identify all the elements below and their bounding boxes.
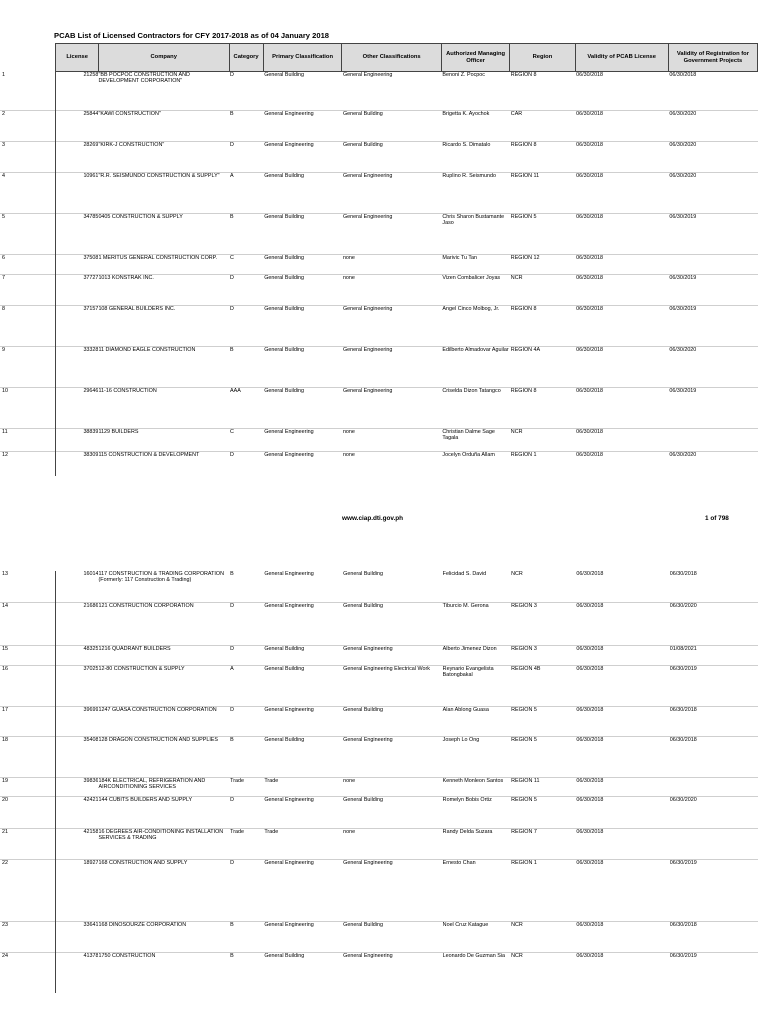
category-cell: D	[229, 452, 263, 476]
company-cell: 121 CONSTRUCTION CORPORATION	[98, 602, 229, 645]
license-cell: 25844	[56, 111, 98, 142]
primary-classification-cell: General Engineering	[263, 602, 342, 645]
category-cell: B	[229, 214, 263, 255]
other-classifications-cell: General Engineering	[342, 72, 393, 78]
category-cell: C	[229, 429, 263, 452]
other-classifications-cell: none	[342, 452, 441, 476]
row-number: 24	[0, 952, 56, 993]
company-cell: 168 CONSTRUCTION AND SUPPLY	[98, 859, 229, 921]
validity-registration-cell	[669, 828, 758, 859]
company-cell: 1216 QUADRANT BUILDERS	[98, 645, 229, 665]
table-row	[0, 388, 758, 429]
row-number: 15	[0, 645, 56, 665]
managing-officer-cell: Ernesto Chan	[442, 859, 510, 921]
row-number: 16	[0, 665, 56, 706]
other-classifications-cell: General Building	[342, 796, 442, 828]
category-cell: D	[229, 706, 263, 736]
region-cell: CAR	[510, 111, 575, 142]
primary-classification-cell: General Building	[263, 275, 342, 306]
region-cell: REGION 11	[510, 777, 575, 796]
company-cell: 1013 KONSTRAK INC.	[98, 275, 229, 306]
row-number: 11	[0, 429, 56, 452]
validity-registration-cell: 06/30/2020	[668, 347, 757, 388]
region-cell: REGION 5	[510, 736, 575, 777]
row-number: 2	[0, 111, 56, 142]
header-managing-officer: Authorized Managing Officer	[441, 44, 509, 72]
region-cell: NCR	[510, 952, 575, 993]
managing-officer-cell: Reynario Evangelista Batongbakal	[442, 665, 510, 706]
validity-registration-cell: 06/30/2019	[669, 859, 758, 921]
row-number: 23	[0, 921, 56, 952]
validity-license-cell: 06/30/2018	[575, 828, 668, 859]
validity-registration-cell	[669, 777, 758, 796]
row-number: 1	[0, 72, 56, 111]
license-cell: 34785	[56, 214, 98, 255]
category-cell: D	[230, 72, 234, 78]
company-cell: 0405 CONSTRUCTION & SUPPLY	[98, 214, 229, 255]
validity-license-cell: 06/30/2018	[576, 571, 604, 577]
region-cell: REGION 3	[510, 602, 575, 645]
validity-registration-cell: 06/30/2019	[668, 214, 757, 255]
managing-officer-cell: Benoni Z. Pocpoc	[442, 72, 485, 78]
other-classifications-cell: General Engineering	[342, 347, 441, 388]
row-number: 9	[0, 347, 56, 388]
validity-registration-cell: 06/30/2020	[669, 796, 758, 828]
validity-registration-cell: 06/30/2019	[668, 275, 757, 306]
license-cell: 41378	[56, 952, 99, 993]
row-number: 20	[0, 796, 56, 828]
region-cell: REGION 8	[510, 306, 575, 347]
validity-license-cell: 06/30/2018	[575, 306, 668, 347]
category-cell: B	[230, 571, 234, 577]
company-cell: 117 CONSTRUCTION & TRADING CORPORATION (Formerly: 117 Construction & Trading)	[98, 571, 224, 584]
license-cell: 38309	[56, 452, 98, 476]
other-classifications-cell: General Engineering	[342, 952, 442, 993]
managing-officer-cell: Noel Cruz Katague	[442, 921, 510, 952]
other-classifications-cell: General Building	[343, 571, 383, 577]
validity-registration-cell: 06/30/2018	[669, 706, 758, 736]
table-body	[0, 72, 758, 476]
company-cell: 184K ELECTRICAL, REFRIGERATION AND AIRCONDITIONING SERVICES	[98, 777, 229, 796]
managing-officer-cell: Brigetta K. Ayochok	[441, 111, 509, 142]
managing-officer-cell: Alan Ablong Guasa	[442, 706, 510, 736]
row-number: 4	[0, 173, 56, 214]
region-cell: REGION 8	[510, 72, 537, 78]
primary-classification-cell: General Building	[263, 388, 342, 429]
row-number: 13	[0, 571, 56, 602]
category-cell: D	[229, 645, 263, 665]
primary-classification-cell: General Building	[263, 306, 342, 347]
table-row	[0, 214, 758, 255]
row-number: 10	[0, 388, 56, 429]
license-cell: 48325	[56, 645, 99, 665]
table-row	[0, 952, 758, 993]
primary-classification-cell: General Building	[263, 665, 342, 706]
license-cell: 16014	[83, 571, 99, 577]
managing-officer-cell: Alberto Jimenez Dizon	[442, 645, 510, 665]
managing-officer-cell: Leonardo De Guzman Sia	[442, 952, 510, 993]
category-cell: B	[229, 347, 263, 388]
other-classifications-cell: General Building	[342, 706, 442, 736]
primary-classification-cell: General Building	[263, 255, 342, 275]
category-cell: A	[229, 173, 263, 214]
table-row	[0, 796, 758, 828]
primary-classification-cell: General Engineering	[263, 796, 342, 828]
header-region: Region	[510, 44, 575, 72]
company-cell: "R.R. SEISMUNDO CONSTRUCTION & SUPPLY"	[98, 173, 229, 214]
table-row	[0, 347, 758, 388]
region-cell: REGION 4B	[510, 665, 575, 706]
validity-license-cell: 06/30/2018	[575, 921, 668, 952]
company-cell: 11-16 CONSTRUCTION	[98, 388, 229, 429]
license-cell: 37727	[56, 275, 98, 306]
license-cell: 39699	[56, 706, 99, 736]
validity-license-cell: 06/30/2018	[575, 255, 668, 275]
header-company: Company	[98, 44, 229, 72]
row-number: 7	[0, 275, 56, 306]
table-row	[0, 429, 758, 452]
other-classifications-cell: General Engineering	[342, 388, 441, 429]
region-cell: REGION 4A	[510, 347, 575, 388]
region-cell: REGION 8	[510, 388, 575, 429]
managing-officer-cell: Tiburcio M. Gerona	[442, 602, 510, 645]
region-cell: NCR	[510, 429, 575, 452]
other-classifications-cell: General Building	[342, 111, 441, 142]
header-primary-classification: Primary Classification	[263, 44, 342, 72]
row-number: 17	[0, 706, 56, 736]
validity-registration-cell: 06/30/2020	[668, 452, 757, 476]
category-cell: D	[229, 142, 263, 173]
row-number: 19	[0, 777, 56, 796]
validity-license-cell: 06/30/2018	[575, 796, 668, 828]
category-cell: Trade	[229, 777, 263, 796]
license-cell: 35408	[56, 736, 99, 777]
license-cell: 37508	[56, 255, 98, 275]
validity-registration-cell: 06/30/2018	[669, 72, 697, 78]
table-row	[0, 859, 758, 921]
table-row	[0, 306, 758, 347]
validity-registration-cell: 06/30/2019	[669, 665, 758, 706]
primary-classification-cell: General Engineering	[263, 452, 342, 476]
table-row	[0, 255, 758, 275]
region-cell: REGION 5	[510, 214, 575, 255]
region-cell: REGION 11	[510, 173, 575, 214]
primary-classification-cell: General Engineering	[263, 706, 342, 736]
row-number: 14	[0, 602, 56, 645]
company-cell: 108 GENERAL BUILDERS INC.	[98, 306, 229, 347]
other-classifications-cell: General Building	[342, 921, 442, 952]
managing-officer-cell: Randy Delda Suzara	[442, 828, 510, 859]
primary-classification-cell: Trade	[263, 828, 342, 859]
managing-officer-cell: Chris Sharon Bustamante Jaso	[441, 214, 509, 255]
category-cell: D	[229, 275, 263, 306]
primary-classification-cell: General Engineering	[264, 571, 314, 577]
validity-license-cell: 06/30/2018	[575, 452, 668, 476]
validity-license-cell: 06/30/2018	[575, 645, 668, 665]
validity-registration-cell: 01/08/2021	[669, 645, 758, 665]
validity-registration-cell: 06/30/2020	[668, 111, 757, 142]
license-cell: 37025	[56, 665, 99, 706]
company-cell: 1 MERITUS GENERAL CONSTRUCTION CORP.	[98, 255, 229, 275]
managing-officer-cell: Kenneth Monleon Santos	[442, 777, 510, 796]
company-cell: 1129 BUILDERS	[98, 429, 229, 452]
validity-license-cell: 06/30/2018	[576, 72, 604, 78]
primary-classification-cell: Trade	[263, 777, 342, 796]
header-category: Category	[229, 44, 263, 72]
category-cell: B	[229, 736, 263, 777]
region-cell: REGION 7	[510, 828, 575, 859]
primary-classification-cell: General Engineering	[263, 859, 342, 921]
other-classifications-cell: none	[342, 275, 441, 306]
other-classifications-cell: none	[342, 429, 441, 452]
other-classifications-cell: General Engineering	[342, 306, 441, 347]
license-cell: 37157	[56, 306, 98, 347]
validity-license-cell: 06/30/2018	[575, 173, 668, 214]
license-cell: 39836	[56, 777, 99, 796]
managing-officer-cell: Ruplino R. Seismundo	[441, 173, 509, 214]
table-row	[0, 665, 758, 706]
table-row	[0, 72, 758, 111]
validity-license-cell: 06/30/2018	[575, 602, 668, 645]
primary-classification-cell: General Engineering	[263, 142, 342, 173]
validity-registration-cell: 06/30/2020	[668, 142, 757, 173]
license-cell: 33328	[56, 347, 98, 388]
region-cell: REGION 12	[510, 255, 575, 275]
validity-registration-cell: 06/30/2020	[668, 173, 757, 214]
other-classifications-cell: General Engineering	[342, 214, 441, 255]
validity-license-cell: 06/30/2018	[575, 214, 668, 255]
table-row	[0, 706, 758, 736]
company-cell: "KIRK-J CONSTRUCTION"	[98, 142, 229, 173]
region-cell: REGION 5	[510, 796, 575, 828]
managing-officer-cell: Felicidad S. David	[442, 571, 487, 577]
table-body	[0, 571, 758, 993]
primary-classification-cell: General Building	[263, 736, 342, 777]
region-cell: REGION 3	[510, 645, 575, 665]
row-number: 21	[0, 828, 56, 859]
table-row	[0, 777, 758, 796]
category-cell: Trade	[229, 828, 263, 859]
validity-license-cell: 06/30/2018	[575, 111, 668, 142]
header-license: License	[56, 44, 98, 72]
footer-url: www.ciap.dti.gov.ph	[342, 515, 404, 522]
validity-registration-cell: 06/30/2020	[669, 602, 758, 645]
managing-officer-cell: Ricardo S. Dimatalo	[441, 142, 509, 173]
validity-license-cell: 06/30/2018	[575, 275, 668, 306]
validity-registration-cell: 06/30/2018	[669, 571, 697, 577]
region-cell: REGION 8	[510, 142, 575, 173]
table-row	[0, 571, 758, 602]
table-row	[0, 142, 758, 173]
row-number: 3	[0, 142, 56, 173]
validity-registration-cell: 06/30/2019	[669, 952, 758, 993]
validity-license-cell: 06/30/2018	[575, 388, 668, 429]
table-row	[0, 602, 758, 645]
region-cell: REGION 1	[510, 452, 575, 476]
primary-classification-cell: General Building	[263, 347, 342, 388]
license-cell: 42158	[56, 828, 99, 859]
region-cell: REGION 5	[510, 706, 575, 736]
validity-registration-cell: 06/30/2018	[669, 921, 758, 952]
validity-license-cell: 06/30/2018	[575, 429, 668, 452]
other-classifications-cell: General Engineering	[342, 645, 442, 665]
managing-officer-cell: Criselda Dizon Tatangco	[441, 388, 509, 429]
table-row	[0, 452, 758, 476]
other-classifications-cell: none	[342, 828, 442, 859]
header-other-classifications: Other Classifications	[342, 44, 441, 72]
primary-classification-cell: General Building	[263, 952, 342, 993]
license-cell: 21686	[56, 602, 99, 645]
managing-officer-cell: Romelyn Bobis Ortiz	[442, 796, 510, 828]
category-cell: D	[229, 796, 263, 828]
category-cell: C	[229, 255, 263, 275]
managing-officer-cell: Joseph Lo Ong	[442, 736, 510, 777]
managing-officer-cell: Jocelyn Orduña Allam	[441, 452, 509, 476]
validity-license-cell: 06/30/2018	[575, 952, 668, 993]
category-cell: D	[229, 306, 263, 347]
other-classifications-cell: none	[342, 777, 442, 796]
category-cell: D	[229, 602, 263, 645]
row-number: 8	[0, 306, 56, 347]
validity-registration-cell: 06/30/2018	[669, 736, 758, 777]
category-cell: A	[229, 665, 263, 706]
other-classifications-cell: General Engineering Electrical Work	[342, 665, 442, 706]
document-page-2	[0, 540, 768, 1024]
category-cell: B	[229, 921, 263, 952]
validity-registration-cell	[668, 429, 757, 452]
table-row	[0, 173, 758, 214]
category-cell: B	[229, 111, 263, 142]
validity-registration-cell: 06/30/2019	[668, 306, 757, 347]
primary-classification-cell: General Building	[264, 72, 305, 78]
company-cell: 1247 GUASA CONSTRUCTION CORPORATION	[98, 706, 229, 736]
validity-license-cell: 06/30/2018	[575, 859, 668, 921]
validity-license-cell: 06/30/2018	[575, 777, 668, 796]
primary-classification-cell: General Building	[263, 645, 342, 665]
contractors-table-continued	[0, 571, 758, 993]
primary-classification-cell: General Engineering	[263, 429, 342, 452]
company-cell: "KAWI CONSTRUCTION"	[98, 111, 229, 142]
primary-classification-cell: General Engineering	[263, 921, 342, 952]
row-number: 6	[0, 255, 56, 275]
validity-registration-cell	[668, 255, 757, 275]
row-number: 18	[0, 736, 56, 777]
other-classifications-cell: General Engineering	[342, 859, 442, 921]
table-row	[0, 921, 758, 952]
company-cell: 115 CONSTRUCTION & DEVELOPMENT	[98, 452, 229, 476]
license-cell: 33641	[56, 921, 99, 952]
managing-officer-cell: Vizen Combalicer Joyas	[441, 275, 509, 306]
other-classifications-cell: General Building	[342, 142, 441, 173]
primary-classification-cell: General Engineering	[263, 111, 342, 142]
license-cell: 42421	[56, 796, 99, 828]
license-cell: 18927	[56, 859, 99, 921]
validity-license-cell: 06/30/2018	[575, 706, 668, 736]
document-title: PCAB List of Licensed Contractors for CFY 2017-2018 as of 04 January 2018	[54, 31, 330, 40]
company-cell: 1750 CONSTRUCTION	[98, 952, 229, 993]
validity-license-cell: 06/30/2018	[575, 347, 668, 388]
table-row	[0, 736, 758, 777]
license-cell: 38839	[56, 429, 98, 452]
other-classifications-cell: General Building	[342, 602, 442, 645]
company-cell: "BB POCPOC CONSTRUCTION AND DEVELOPMENT CORPORATION"	[98, 72, 190, 85]
managing-officer-cell: Christian Dalme Sage Tagala	[441, 429, 509, 452]
page-number: 1 of 798	[705, 515, 729, 522]
category-cell: AAA	[229, 388, 263, 429]
contractors-table	[0, 43, 758, 476]
header-validity-license: Validity of PCAB License	[575, 44, 668, 72]
other-classifications-cell: General Engineering	[342, 736, 442, 777]
other-classifications-cell: General Engineering	[342, 173, 441, 214]
region-cell: NCR	[510, 275, 575, 306]
license-cell: 10961	[56, 173, 98, 214]
company-cell: 11 DIAMOND EAGLE CONSTRUCTION	[98, 347, 229, 388]
table-header-row	[0, 44, 758, 72]
table-row	[0, 645, 758, 665]
primary-classification-cell: General Building	[263, 214, 342, 255]
table-row	[0, 111, 758, 142]
table-row	[0, 828, 758, 859]
validity-license-cell: 06/30/2018	[575, 736, 668, 777]
company-cell: 16 DEGREES AIR-CONDITIONING INSTALLATION SERVICES & TRADING	[98, 828, 229, 859]
other-classifications-cell: none	[342, 255, 441, 275]
license-cell: 29646	[56, 388, 98, 429]
row-number: 5	[0, 214, 56, 255]
managing-officer-cell: Edilberto Almadovar Aguilar	[441, 347, 509, 388]
row-number: 12	[0, 452, 56, 476]
primary-classification-cell: General Building	[263, 173, 342, 214]
validity-license-cell: 06/30/2018	[575, 665, 668, 706]
managing-officer-cell: Angel Cinco Molbog, Jr.	[441, 306, 509, 347]
managing-officer-cell: Marivic Tu Tan	[441, 255, 509, 275]
row-number: 22	[0, 859, 56, 921]
license-cell: 28269	[56, 142, 98, 173]
category-cell: D	[229, 859, 263, 921]
company-cell: 128 DRAGON CONSTRUCTION AND SUPPLIES	[98, 736, 229, 777]
validity-license-cell: 06/30/2018	[575, 142, 668, 173]
region-cell: NCR	[511, 571, 523, 577]
validity-registration-cell: 06/30/2019	[668, 388, 757, 429]
category-cell: B	[229, 952, 263, 993]
region-cell: NCR	[510, 921, 575, 952]
company-cell: 168 DINOSOURZE CORPORATION	[98, 921, 229, 952]
company-cell: 144 CUBITS BUILDERS AND SUPPLY	[98, 796, 229, 828]
region-cell: REGION 1	[510, 859, 575, 921]
table-row	[0, 275, 758, 306]
header-validity-registration: Validity of Registration for Government Projects	[668, 44, 757, 72]
license-cell: 21258	[83, 72, 99, 78]
company-cell: 12-80 CONSTRUCTION & SUPPLY	[98, 665, 229, 706]
